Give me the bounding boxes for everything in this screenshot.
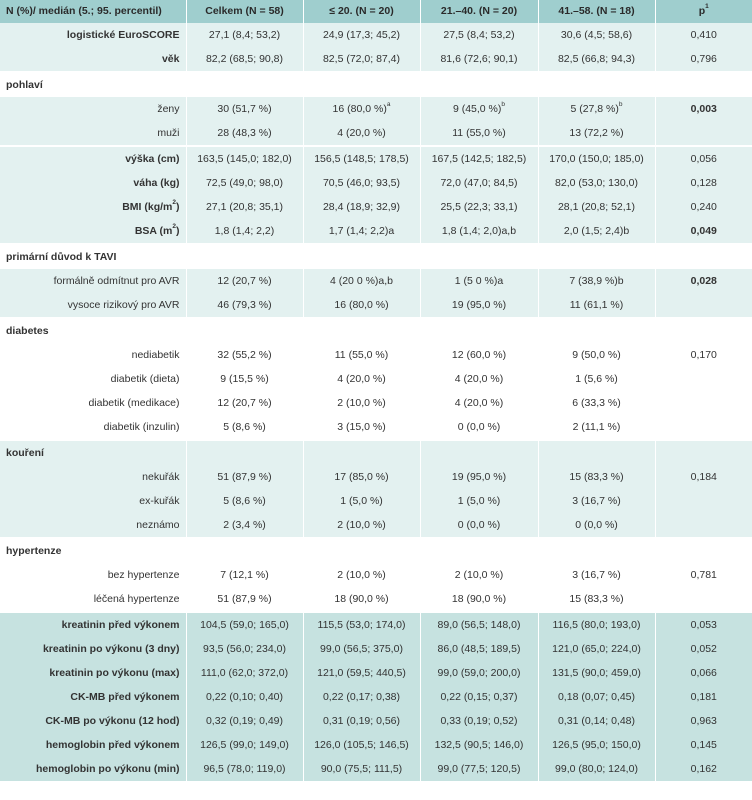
cell-group-2: 1 (5,0 %) [420,489,538,513]
header-group-2: 21.–40. (N = 20) [420,0,538,23]
row-label: kreatinin po výkonu (3 dny) [42,642,180,655]
header-group-3: 41.–58. (N = 18) [538,0,655,23]
table-row [0,685,752,709]
cell-group-3: 6 (33,3 %) [538,391,655,415]
row-label: nediabetik [131,348,180,361]
cell-p-value [655,293,752,318]
cell-group-3: 13 (72,2 %) [538,121,655,146]
cell-group-3: 170,0 (150,0; 185,0) [538,146,655,171]
table-row [0,367,752,391]
cell-group-2: 9 (45,0 %)$^b$ [420,97,538,121]
cell-group-1: 1,7 (1,4; 2,2)a [303,219,420,244]
cell-total: 0,22 (0,10; 0,40) [186,685,303,709]
cell-group-3: 0 (0,0 %) [538,513,655,538]
cell-group-1: 0,31 (0,19; 0,56) [303,709,420,733]
cell-p-value [655,415,752,440]
cell-group-3: 11 (61,1 %) [538,293,655,318]
cell-p-value: 0,410 [655,23,752,47]
cell-total: 7 (12,1 %) [186,563,303,587]
cell-p-value: 0,028 [655,269,752,293]
cell-group-3: 1 (5,6 %) [538,367,655,391]
cell-group-2: 72,0 (47,0; 84,5) [420,171,538,195]
row-label: BMI $(kg/m^2)$ [122,198,180,213]
cell-total: 46 (79,3 %) [186,293,303,318]
section-title: kouření [0,440,186,465]
cell-group-3: 82,0 (53,0; 130,0) [538,171,655,195]
cell-total: 9 (15,5 %) [186,367,303,391]
cell-group-1: 17 (85,0 %) [303,465,420,489]
cell-group-3: 131,5 (90,0; 459,0) [538,661,655,685]
cell-group-2: 19 (95,0 %) [420,465,538,489]
cell-group-3: 15 (83,3 %) [538,587,655,612]
cell-total: 28 (48,3 %) [186,121,303,146]
cell-total: 126,5 (99,0; 149,0) [186,733,303,757]
cell-p-value: 0,184 [655,465,752,489]
header-total: Celkem (N = 58) [186,0,303,23]
cell-group-3: 0,18 (0,07; 0,45) [538,685,655,709]
table-row [0,146,752,171]
cell-total: 12 (20,7 %) [186,391,303,415]
cell-group-2: 19 (95,0 %) [420,293,538,318]
cell-group-3: 7 (38,9 %)b [538,269,655,293]
table-row [0,343,752,367]
cell-p-value [655,489,752,513]
cell-p-value [655,367,752,391]
row-label: CK-MB po výkonu (12 hod) [45,714,180,727]
cell-group-2: 25,5 (22,3; 33,1) [420,195,538,219]
section-title: pohlaví [0,72,186,97]
cell-group-2: 0,33 (0,19; 0,52) [420,709,538,733]
table-row [0,587,752,612]
cell-total: 1,8 (1,4; 2,2) [186,219,303,244]
table-row [0,391,752,415]
cell-p-value: 0,781 [655,563,752,587]
table-row [0,489,752,513]
row-label: neznámo [136,518,180,531]
cell-p-value: 0,963 [655,709,752,733]
section-title: hypertenze [0,538,186,563]
table-row [0,121,752,146]
cell-group-2: 1,8 (1,4; 2,0)a,b [420,219,538,244]
row-label: léčená hypertenze [93,592,180,605]
cell-group-3: 2,0 (1,5; 2,4)b [538,219,655,244]
cell-total: 82,2 (68,5; 90,8) [186,47,303,72]
row-label: ex-kuřák [139,494,180,507]
cell-p-value: 0,796 [655,47,752,72]
cell-p-value: 0,056 [655,146,752,171]
table-row [0,219,752,244]
row-label: vysoce rizikový pro AVR [67,298,180,311]
cell-p-value [655,513,752,538]
row-label: CK-MB před výkonem [70,690,180,703]
table-row [0,757,752,781]
row-label: výška (cm) [0,146,186,171]
cell-group-3: 82,5 (66,8; 94,3) [538,47,655,72]
cell-group-1: 2 (10,0 %) [303,513,420,538]
table-row [0,709,752,733]
cell-total: 12 (20,7 %) [186,269,303,293]
cell-group-1: 4 (20,0 %) [303,121,420,146]
table-row [0,415,752,440]
cell-total: 51 (87,9 %) [186,465,303,489]
cell-group-2: 1 (5 0 %)a [420,269,538,293]
cell-p-value: 0,003 [655,97,752,121]
section-row [0,538,752,563]
cell-group-1: 90,0 (75,5; 111,5) [303,757,420,781]
table-row [0,612,752,637]
row-label: nekuřák [142,470,180,483]
row-label: muži [157,126,180,139]
header-p-value: $p^1$ [655,0,752,23]
cell-p-value: 0,053 [655,612,752,637]
cell-group-2: 27,5 (8,4; 53,2) [420,23,538,47]
cell-group-1: 4 (20 0 %)a,b [303,269,420,293]
cell-group-2: 4 (20,0 %) [420,391,538,415]
cell-group-2: 12 (60,0 %) [420,343,538,367]
cell-group-2: 0 (0,0 %) [420,415,538,440]
cell-group-1: 156,5 (148,5; 178,5) [303,146,420,171]
cell-p-value: 0,170 [655,343,752,367]
cell-group-3: 28,1 (20,8; 52,1) [538,195,655,219]
header-stat-label: N (%)/ medián (5.; 95. percentil) [6,5,162,18]
cell-group-2: 99,0 (77,5; 120,5) [420,757,538,781]
cell-group-1: 16 (80,0 %) [303,293,420,318]
cell-total: 163,5 (145,0; 182,0) [186,146,303,171]
cell-group-1: 16 (80,0 %)$^a$ [303,97,420,121]
row-label: diabetik (medikace) [88,396,180,409]
section-title: primární důvod k TAVI [0,244,186,269]
cell-group-1: 24,9 (17,3; 45,2) [303,23,420,47]
row-label: BSA $(m^2)$ [134,222,180,237]
cell-group-1: 126,0 (105,5; 146,5) [303,733,420,757]
cell-p-value: 0,240 [655,195,752,219]
cell-group-3: 15 (83,3 %) [538,465,655,489]
cell-total: 5 (8,6 %) [186,489,303,513]
cell-group-3: 121,0 (65,0; 224,0) [538,637,655,661]
cell-p-value [655,121,752,146]
cell-group-3: 126,5 (95,0; 150,0) [538,733,655,757]
cell-group-2: 89,0 (56,5; 148,0) [420,612,538,637]
section-title: diabetes [0,318,186,343]
header-row [0,0,752,23]
cell-group-2: 4 (20,0 %) [420,367,538,391]
row-label: logistické EuroSCORE [66,28,180,41]
cell-group-3: 9 (50,0 %) [538,343,655,367]
row-label: hemoglobin po výkonu (min) [36,762,180,775]
table-row [0,269,752,293]
cell-group-1: 2 (10,0 %) [303,391,420,415]
cell-total: 93,5 (56,0; 234,0) [186,637,303,661]
row-label: formálně odmítnut pro AVR [53,274,180,287]
cell-total: 5 (8,6 %) [186,415,303,440]
table-row [0,293,752,318]
cell-group-2: 2 (10,0 %) [420,563,538,587]
cell-group-1: 121,0 (59,5; 440,5) [303,661,420,685]
cell-group-3: 0,31 (0,14; 0,48) [538,709,655,733]
cell-group-1: 1 (5,0 %) [303,489,420,513]
cell-group-2: 99,0 (59,0; 200,0) [420,661,538,685]
cell-total: 104,5 (59,0; 165,0) [186,612,303,637]
row-label: bez hypertenze [107,568,180,581]
table-row [0,195,752,219]
header-group-1: ≤ 20. (N = 20) [303,0,420,23]
cell-group-1: 70,5 (46,0; 93,5) [303,171,420,195]
cell-total: 30 (51,7 %) [186,97,303,121]
cell-total: 0,32 (0,19; 0,49) [186,709,303,733]
section-row [0,72,752,97]
cell-p-value: 0,052 [655,637,752,661]
cell-group-3: 116,5 (80,0; 193,0) [538,612,655,637]
section-row [0,244,752,269]
cell-p-value [655,587,752,612]
table-row [0,733,752,757]
table-row [0,97,752,121]
cell-total: 27,1 (20,8; 35,1) [186,195,303,219]
cell-group-2: 132,5 (90,5; 146,0) [420,733,538,757]
row-label: hemoglobin před výkonem [45,738,180,751]
row-label: váha (kg) [133,176,180,189]
row-label: kreatinin po výkonu (max) [49,666,180,679]
cell-group-1: 82,5 (72,0; 87,4) [303,47,420,72]
row-label: diabetik (inzulin) [103,420,180,433]
cell-group-3: 5 (27,8 %)$^b$ [538,97,655,121]
row-label: diabetik (dieta) [110,372,180,385]
cell-group-2: 81,6 (72,6; 90,1) [420,47,538,72]
cell-group-2: 0 (0,0 %) [420,513,538,538]
cell-group-2: 18 (90,0 %) [420,587,538,612]
cell-group-3: 3 (16,7 %) [538,563,655,587]
cell-group-2: 11 (55,0 %) [420,121,538,146]
cell-p-value: 0,066 [655,661,752,685]
cell-group-3: 30,6 (4,5; 58,6) [538,23,655,47]
cell-group-1: 18 (90,0 %) [303,587,420,612]
cell-total: 72,5 (49,0; 98,0) [186,171,303,195]
table-row [0,23,752,47]
row-label: ženy [157,102,180,115]
cell-group-1: 99,0 (56,5; 375,0) [303,637,420,661]
cell-group-2: 167,5 (142,5; 182,5) [420,146,538,171]
row-label: věk [161,52,180,65]
cell-group-2: 86,0 (48,5; 189,5) [420,637,538,661]
cell-p-value: 0,145 [655,733,752,757]
cell-total: 27,1 (8,4; 53,2) [186,23,303,47]
table-row [0,171,752,195]
cell-group-3: 3 (16,7 %) [538,489,655,513]
cell-p-value: 0,181 [655,685,752,709]
cell-p-value [655,391,752,415]
cell-total: 96,5 (78,0; 119,0) [186,757,303,781]
table-row [0,637,752,661]
table-row [0,563,752,587]
section-row [0,440,752,465]
cell-group-1: 0,22 (0,17; 0,38) [303,685,420,709]
cell-p-value: 0,162 [655,757,752,781]
cell-group-1: 11 (55,0 %) [303,343,420,367]
cell-p-value: 0,049 [655,219,752,244]
row-label: kreatinin před výkonem [0,612,186,637]
cell-total: 2 (3,4 %) [186,513,303,538]
table-row [0,661,752,685]
table-row [0,47,752,72]
cell-group-1: 4 (20,0 %) [303,367,420,391]
cell-p-value: 0,128 [655,171,752,195]
cell-group-1: 28,4 (18,9; 32,9) [303,195,420,219]
table-row [0,513,752,538]
cell-total: 111,0 (62,0; 372,0) [186,661,303,685]
table-row [0,465,752,489]
cell-group-1: 2 (10,0 %) [303,563,420,587]
cell-group-1: 3 (15,0 %) [303,415,420,440]
cell-group-2: 0,22 (0,15; 0,37) [420,685,538,709]
cell-group-1: 115,5 (53,0; 174,0) [303,612,420,637]
cell-group-3: 99,0 (80,0; 124,0) [538,757,655,781]
cell-group-3: 2 (11,1 %) [538,415,655,440]
cell-total: 51 (87,9 %) [186,587,303,612]
section-row [0,318,752,343]
cell-total: 32 (55,2 %) [186,343,303,367]
